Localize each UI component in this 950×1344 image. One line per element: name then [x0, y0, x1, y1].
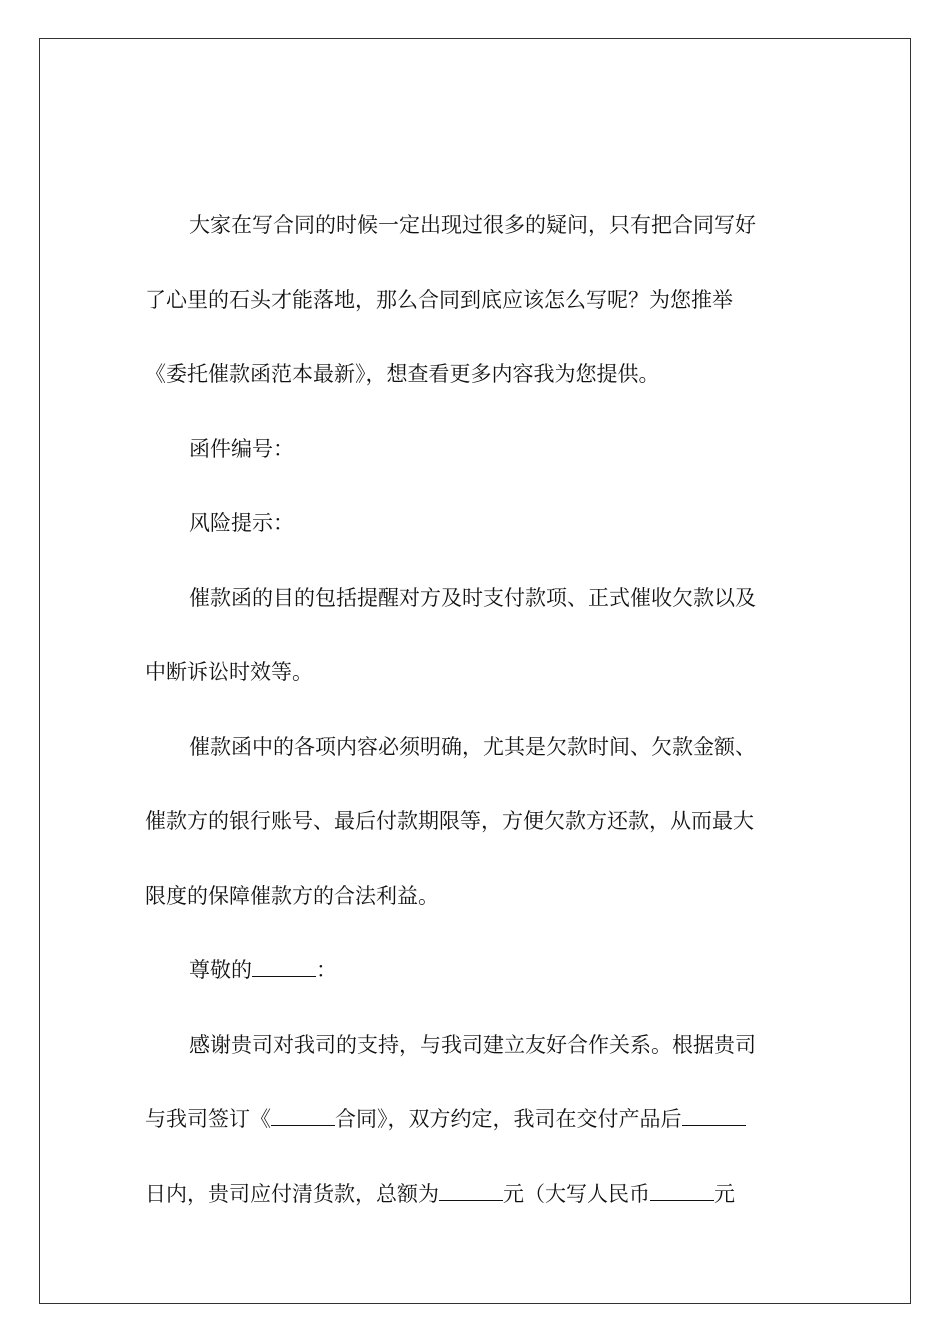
- body-2-prefix: 与我司签订《: [145, 1107, 271, 1131]
- document-body: [145, 200, 795, 1243]
- intro-line-2: 了心里的石头才能落地，那么合同到底应该怎么写呢？为您推举: [145, 287, 733, 312]
- amount-blank: [439, 1182, 503, 1201]
- letter-number-label: 函件编号：: [189, 436, 294, 461]
- body-line-3: [145, 1169, 795, 1244]
- contract-name-blank: [271, 1107, 335, 1126]
- body-3-part3: 元: [714, 1181, 735, 1206]
- recipient-blank: [252, 958, 316, 977]
- risk-line-1b: 中断诉讼时效等。: [145, 660, 313, 684]
- delivery-days-blank: [682, 1107, 746, 1126]
- risk-line-2c: 限度的保障催款方的合法利益。: [145, 883, 439, 908]
- salutation-line: [145, 945, 795, 1020]
- risk-line-2b: 催款方的银行账号、最后付款期限等，方便欠款方还款，从而最大: [145, 809, 754, 833]
- amount-uppercase-blank: [650, 1182, 714, 1201]
- salutation-suffix: ：: [316, 958, 337, 982]
- body-line-1: 感谢贵司对我司的支持，与我司建立友好合作关系。根据贵司: [189, 1032, 756, 1057]
- risk-line-2a: 催款函中的各项内容必须明确，尤其是欠款时间、欠款金额、: [189, 734, 756, 759]
- risk-title: 风险提示：: [189, 511, 294, 535]
- body-line-2: [145, 1094, 795, 1169]
- body-2-middle: 合同》，双方约定，我司在交付产品后: [335, 1107, 682, 1131]
- risk-line-1a: 催款函的目的包括提醒对方及时支付款项、正式催收欠款以及: [189, 585, 756, 610]
- body-3-part2: 元（大写人民币: [503, 1181, 650, 1206]
- body-3-part1: 日内，贵司应付清货款，总额为: [145, 1181, 439, 1206]
- salutation-prefix: 尊敬的: [189, 958, 252, 982]
- intro-line-3: 《委托催款函范本最新》，想查看更多内容我为您提供。: [145, 362, 660, 386]
- intro-line-1: 大家在写合同的时候一定出现过很多的疑问，只有把合同写好: [189, 213, 756, 237]
